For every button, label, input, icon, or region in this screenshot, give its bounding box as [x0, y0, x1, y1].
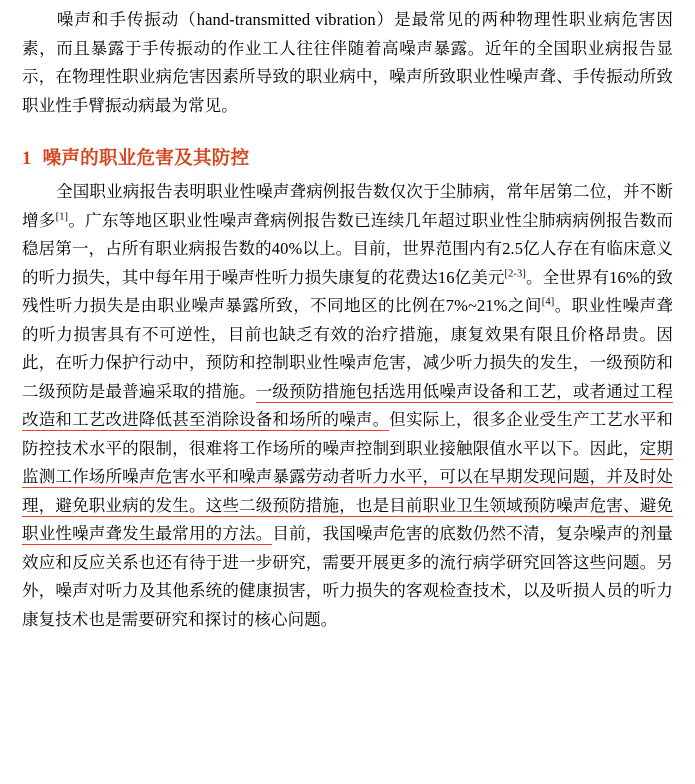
highlighted-underlined-text: 定期监测工作场所噪声危害水平和噪声暴露劳动者听力水平，可以在早期发现问题，并及时处理，避免职业病的发生。这些二级预防措施，也是目前职业卫生领域预防噪声危害、避免职业性噪声聋发生最常用的方法。	[22, 438, 673, 543]
body-text: 但实际上，很多企业受生产工艺水平和防控技术水平的限制，很难将工作场所的噪声控制到职业接触限值水平以下。因此，	[22, 410, 673, 458]
highlighted-underlined-text: 一级预防措施包括选用低噪声设备和工艺，或者通过工程改造和工艺改进降低甚至消除设备和场所的噪声。	[22, 381, 674, 429]
section-heading-1	[22, 146, 673, 172]
body-text: 。广东等地区职业性噪声聋病例报告数已连续几年超过职业性尘肺病病例报告数而稳居第一，占所有职业病报告数的40%以上。目前，世界范围内有2.5亿人存在有临床意义的听力损失，其中每年用于噪声性听力损失康复的花费达16亿美元	[22, 210, 673, 287]
section-title: 噪声的职业危害及其防控	[42, 149, 250, 169]
body-text: 全国职业病报告表明职业性噪声聋病例报告数仅次于尘肺病，常年居第二位，并不断增多	[22, 182, 673, 230]
body-text: 噪声和手传振动（hand-transmitted vibration）是最常见的两种物理性职业病危害因素，而且暴露于手传振动的作业工人往往伴随着高噪声暴露。近年的全国职业病报告显示，在物理性职业病危害因素所导致的职业病中，噪声所致职业性噪声聋、手传振动所致职业性手臂振动病最为常见。	[22, 10, 673, 115]
paragraph-section-1-body	[22, 178, 673, 634]
citation-reference: [1]	[55, 211, 69, 222]
body-text: 。职业性噪声聋的听力损害具有不可逆性，目前也缺乏有效的治疗措施，康复效果有限且价格昂贵。因此，在听力保护行动中，预防和控制职业性噪声危害，减少听力损失的发生，一级预防和二级预防是最普遍采取的措施。	[22, 296, 673, 401]
paragraph-intro	[22, 6, 673, 120]
body-text: 。全世界有16%的致残性听力损失是由职业噪声暴露所致，不同地区的比例在7%~21%之间	[22, 267, 673, 315]
citation-reference: [4]	[541, 296, 555, 308]
body-text: 目前，我国噪声危害的底数仍然不清，复杂噪声的剂量效应和反应关系也还有待于进一步研究，需要开展更多的流行病学研究回答这些问题。另外，噪声对听力及其他系统的健康损害，听力损失的客观检查技术，以及听损人员的听力康复技术也是需要研究和探讨的核心问题。	[22, 524, 673, 629]
section-number: 1	[22, 149, 32, 169]
citation-reference: [2-3]	[504, 268, 526, 279]
